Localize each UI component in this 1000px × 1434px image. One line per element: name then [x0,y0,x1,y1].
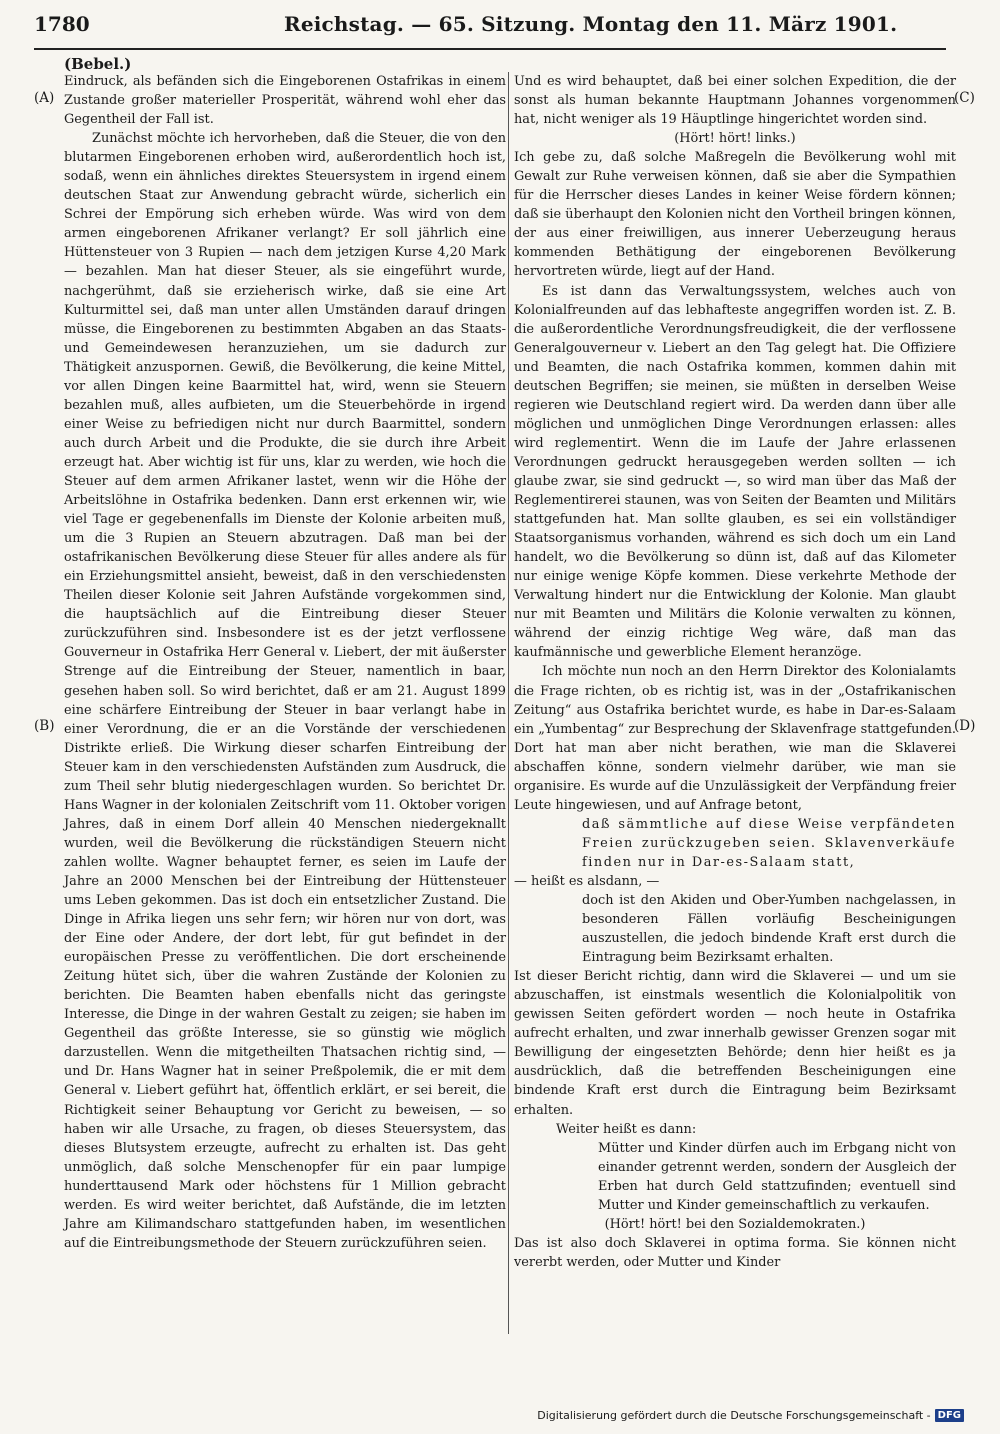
footer [537,1409,964,1422]
interjection: (Hört! hört! links.) [674,131,796,147]
right-column [514,72,956,1272]
paragraph: Das ist also doch Sklaverei in optima forma. Sie können nicht vererbt werden, oder Mutter und Kinder [514,1235,956,1270]
paragraph: Und es wird behauptet, daß bei einer solchen Expedition, die der sonst als human bekannte Hauptmann Johannes vorgenommen hat, nicht weniger als 19 Häuptlinge hingerichtet worden sind. [514,74,956,128]
speaker-label: (Bebel.) [64,55,132,73]
margin-marker-c: (C) [954,90,975,106]
paragraph: Zunächst möchte ich hervorheben, daß die Steuer, die von den blutarmen Eingeborenen erhoben wird, außerordentlich hoch ist, sodaß, wenn ein ähnliches direktes Steuersystem in irgend einem deutschen Staat zur Anwendung gebracht würde, sicherlich ein Schrei der Empörung sich erheben würde. Was wird von dem armen eingeborenen Afrikaner verlangt? Er soll jährlich eine Hüttensteuer von 3 Rupien — nach dem jetzigen Kurse 4,20 Mark — bezahlen. Man hat dieser Steuer, als sie eingeführt wurde, nachgerühmt, daß sie erzieherisch wirke, daß sie eine Art Kulturmittel sei, daß man unter allen Umständen darauf dringen müsse, die Eingeborenen zu bestimmten Abgaben an das Staats- und Gemeindewesen heranzuziehen, um sie dadurch zur Thätigkeit anzuspornen. Gewiß, die Bevölkerung, die keine Mittel, vor allen Dingen keine Baarmittel hat, wird, wenn sie Steuern bezahlen muß, alles aufbieten, um die Steuerbehörde in irgend einer Weise zu befriedigen nicht nur durch Baarmittel, sondern auch durch Arbeit und die Produkte, die sie durch ihre Arbeit erzeugt hat. Aber wichtig ist für uns, klar zu werden, wie hoch die Steuer auf dem armen Afrikaner lastet, wenn wir die Höhe der Arbeitslöhne in Ostafrika bedenken. Dann erst erkennen wir, wie viel Tage er gegebenenfalls im Dienste der Kolonie arbeiten muß, um die 3 Rupien an Steuern abzutragen. Daß man bei der ostafrikanischen Bevölkerung diese Steuer für alles andere als für ein Erziehungsmittel ansieht, beweist, daß in den verschiedensten Theilen dieser Kolonie seit Jahren Aufstände vorgekommen sind, die hauptsächlich auf die Eintreibung dieser Steuer zurückzuführen sind. Insbesondere ist es der jetzt verflossene Gouverneur in Ostafrika Herr General v. Liebert, der mit äußerster Strenge auf die Eintreibung der Steuer, namentlich in baar, gesehen haben soll. So wird berichtet, daß er am 21. August 1899 eine schärfere Eintreibung der Steuer in baar verlangt habe in einer Verordnung, die er an die Vorstände der verschiedenen Distrikte erließ. Die Wirkung dieser scharfen Eintreibung der Steuer kam in den verschiedensten Aufständen zum Ausdruck, die zum Theil sehr blutig niedergeschlagen wurden. So berichtet Dr. Hans Wagner in der kolonialen Zeitschrift vom 11. Oktober vorigen Jahres, daß in einem Dorf allein 40 Menschen niedergeknallt wurden, weil die Bevölkerung die rückständigen Steuern nicht zahlen wollte. Wagner behauptet ferner, es seien im Laufe der Jahre an 2000 Menschen bei der Eintreibung der Hüttensteuer ums Leben gekommen. Das ist doch ein entsetzlicher Zustand. Die Dinge in Afrika liegen uns sehr fern; wir hören nur von dort, was der Eine oder Andere, der dort lebt, für gut befindet in der europäischen Presse zu veröffentlichen. Die dort erscheinende Zeitung hütet sich, über die wahren Zustände der Kolonien zu berichten. Die Beamten haben ebenfalls nicht das geringste Interesse, die Dinge in der wahren Gestalt zu zeigen; sie haben im Gegentheil das größte Interesse, sie so günstig wie möglich darzustellen. Wenn die mitgetheilten Thatsachen richtig sind, — und Dr. Hans Wagner hat in seiner Preßpolemik, die er mit dem General v. Liebert geführt hat, öffentlich erklärt, er sei bereit, die Richtigkeit seiner Behauptung vor Gericht zu beweisen, — so haben wir alle Ursache, zu fragen, ob dieses Steuersystem, das dieses Blutsystem erzeugte, aufrecht zu erhalten ist. Das geht unmöglich, daß solche Menschenopfer für ein paar lumpige hunderttausend Mark oder höchstens für 1 Million gebracht werden. Es wird weiter berichtet, daß Aufstände, die im letzten Jahre am Kilimandscharo stattgefunden haben, im wesentlichen auf die Eintreibungsmethode der Steuern zurückzuführen seien. [64,131,506,1251]
dfg-logo: DFG [935,1409,964,1422]
page-header [34,12,946,50]
block-quote: daß sämmtliche auf diese Weise verpfändeten Freien zurückzugeben seien. Sklavenverkäufe finden nur in Dar-es-Salaam statt, [582,816,956,870]
page-number: 1780 [34,12,90,36]
interjection: (Hört! hört! bei den Sozialdemokraten.) [604,1216,866,1232]
column-divider [508,72,509,1334]
footer-text: Digitalisierung gefördert durch die Deutsche Forschungsgemeinschaft - [537,1409,931,1422]
block-quote: Mütter und Kinder dürfen auch im Erbgang nicht von einander getrennt werden, sondern der Ausgleich der Erben hat durch Geld stattzufinden; eventuell sind Mutter und Kinder gemeinschaftlich zu verkaufen. [598,1140,956,1213]
paragraph: Es ist dann das Verwaltungssystem, welches auch von Kolonialfreunden auf das lebhafteste angegriffen worden ist. Z. B. die außerordentliche Verordnungsfreudigkeit, die der verflossene Generalgouverneur v. Liebert an den Tag gelegt hat. Die Offiziere und Beamten, die nach Ostafrika kommen, kommen dahin mit deutschen Begriffen; sie meinen, sie müßten in derselben Weise regieren wie Deutschland regiert wird. Da werden dann über alle möglichen und unmöglichen Dinge Verordnungen erlassen: alles wird reglementirt. Wenn die im Laufe der Jahre erlassenen Verordnungen gedruckt herausgegeben werden sollten — ich glaube zwar, sie sind gedruckt —, so wird man über das Maß der Reglementirerei staunen, was von Seiten der Beamten und Militärs stattgefunden hat. Man sollte glauben, es sei ein vollständiger Staatsorganismus vorhanden, während es sich doch um ein Land handelt, wo die Bevölkerung so dünn ist, daß auf das Kilometer nur einige wenige Köpfe kommen. Diese verkehrte Methode der Verwaltung hindert nur die Entwicklung der Kolonie. Man glaubt nur mit Beamten und Militärs die Kolonie verwalten zu können, während der einzig richtige Weg wäre, daß man das kaufmännische und gewerbliche Element heranzöge. [514,283,956,661]
paragraph: — heißt es alsdann, — [514,873,660,889]
paragraph: Eindruck, als befänden sich die Eingeborenen Ostafrikas in einem Zustande großer materieller Prosperität, während wohl eher das Gegentheil der Fall ist. [64,74,506,128]
paragraph: Ich gebe zu, daß solche Maßregeln die Bevölkerung wohl mit Gewalt zur Ruhe verweisen können, daß sie aber die Sympathien für die Herrscher dieses Landes in keiner Weise fördern können; daß sie überhaupt den Kolonien nicht den Vortheil bringen können, der aus einer freiwilligen, aus innerer Ueberzeugung heraus kommenden Bethätigung der eingeborenen Bevölkerung hervortreten würde, liegt auf der Hand. [514,150,956,280]
margin-marker-a: (A) [34,90,55,106]
paragraph: Ich möchte nun noch an den Herrn Direktor des Kolonialamts die Frage richten, ob es richtig ist, was in der „Ostafrikanischen Zeitung“ aus Ostafrika berichtet wurde, es habe in Dar-es-Salaam ein „Yumbentag“ zur Besprechung der Sklavenfrage stattgefunden. Dort hat man aber nicht berathen, wie man die Sklaverei abschaffen könne, sondern vielmehr darüber, wie man sie organisire. Es wurde auf die Unzulässigkeit der Verpfändung freier Leute hingewiesen, und auf Anfrage betont, [514,664,956,813]
paragraph: Weiter heißt es dann: [556,1121,697,1137]
paragraph: Ist dieser Bericht richtig, dann wird die Sklaverei — und um sie abzuschaffen, ist einstmals wesentlich die Kolonialpolitik von gewissen Seiten gefördert worden — noch heute in Ostafrika aufrecht erhalten, und zwar innerhalb gewisser Grenzen sogar mit Bewilligung der eingesetzten Behörde; denn hier heißt es ja ausdrücklich, daß die betreffenden Bescheinigungen eine bindende Kraft erst durch die Eintragung beim Bezirksamt erhalten. [514,969,956,1118]
margin-marker-b: (B) [34,718,55,734]
running-title: Reichstag. — 65. Sitzung. Montag den 11. März 1901. [284,12,898,36]
margin-marker-d: (D) [954,718,976,734]
left-column [64,72,506,1253]
block-quote: doch ist den Akiden und Ober-Yumben nachgelassen, in besonderen Fällen vorläufig Bescheinigungen auszustellen, die jedoch bindende Kraft erst durch die Eintragung beim Bezirksamt erhalten. [582,893,956,966]
